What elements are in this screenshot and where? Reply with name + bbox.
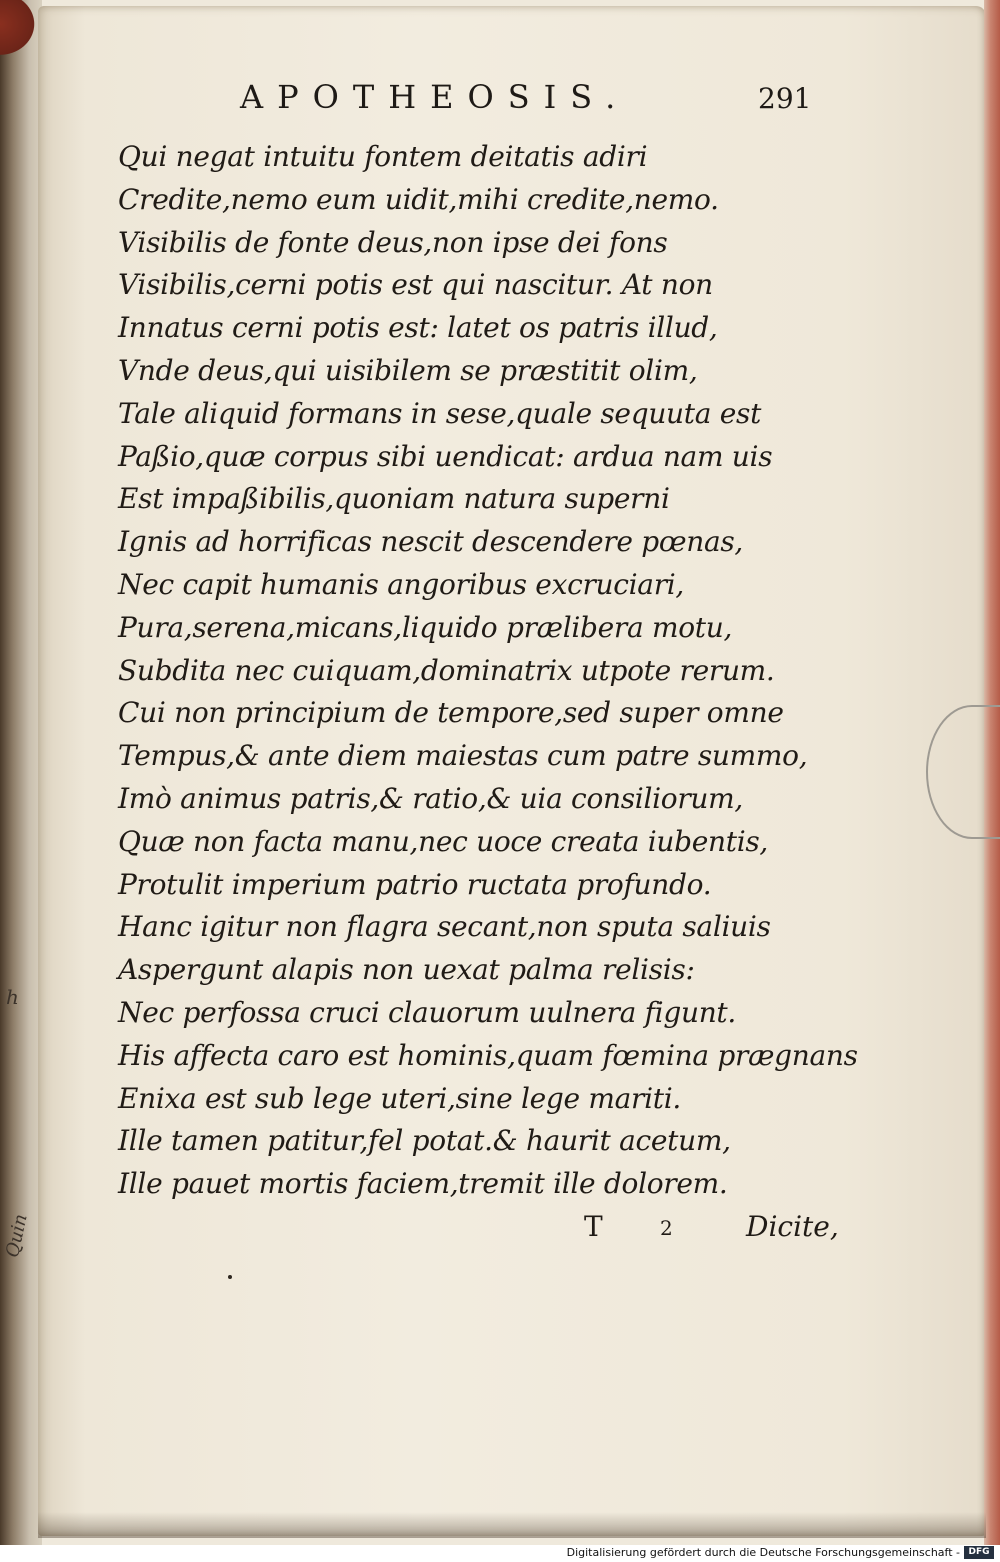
verse-line: Paßio,quæ corpus sibi uendicat: ardua nam uis [118,439,773,473]
verse-text [118,136,858,1206]
margin-note: Quin [2,1212,32,1260]
dfg-logo: DFG [964,1546,994,1559]
verse-line: Imò animus patris,& ratio,& uia consiliorum, [118,781,743,815]
verse-line: Enixa est sub lege uteri,sine lege mariti. [118,1081,681,1115]
verse-line: Est impaßibilis,quoniam natura superni [118,482,670,516]
digitization-footer [0,1545,1000,1562]
catchword: Dicite, [746,1210,839,1243]
verse-line: Qui negat intuitu fontem deitatis adiri [118,140,648,173]
verse-line: Quæ non facta manu,nec uoce creata iubentis, [118,824,769,858]
funding-credit: Digitalisierung gefördert durch die Deutsche Forschungsgemeinschaft - [566,1546,960,1559]
verse-line: Visibilis de fonte deus,non ipse dei fons [118,225,668,259]
verse-line: Innatus cerni potis est: latet os patris illud, [118,311,718,345]
verse-line: Tempus,& ante diem maiestas cum patre summo, [118,739,808,773]
binding-edge [0,0,42,1545]
verse-line: Nec capit humanis angoribus excruciari, [118,567,685,601]
verse-line: Visibilis,cerni potis est qui nascitur. At non [118,268,713,302]
verse-line: Subdita nec cuiquam,dominatrix utpote rerum. [118,653,775,687]
verse-line: Ille tamen patitur,fel potat.& haurit acetum, [118,1124,731,1158]
verse-line: Ille pauet mortis faciem,tremit ille dolorem. [118,1167,728,1201]
verse-line: Hanc igitur non flagra secant,non sputa saliuis [118,910,771,944]
verse-line: Aspergunt alapis non uexat palma relisis: [118,953,695,987]
verse-line: His affecta caro est hominis,quam fœmina prægnans [118,1038,858,1072]
page-number: 291 [758,82,812,115]
verse-line: Credite,nemo eum uidit,mihi credite,nemo. [118,182,719,216]
page-shadow [38,1512,986,1538]
binding-corner [0,0,40,60]
signature-number: 2 [660,1216,673,1240]
verse-line: Protulit imperium patrio ructata profundo. [118,867,712,901]
verse-line: Vnde deus,qui uisibilem se præstitit olim, [118,353,698,387]
verse-line: Ignis ad horrificas nescit descendere pœnas, [118,525,744,559]
verse-line: Cui non principium de tempore,sed super omne [118,696,784,730]
verse-line: Tale aliquid formans in sese,quale sequuta est [118,396,762,430]
signature-mark: T [584,1210,603,1243]
verse-line: Nec perfossa cruci clauorum uulnera figunt. [118,995,736,1029]
margin-note: h [6,985,19,1009]
running-head: APOTHEOSIS. [240,78,630,116]
verse-line: Pura,serena,micans,liquido prælibera motu, [118,610,733,644]
ink-speck [228,1275,232,1279]
